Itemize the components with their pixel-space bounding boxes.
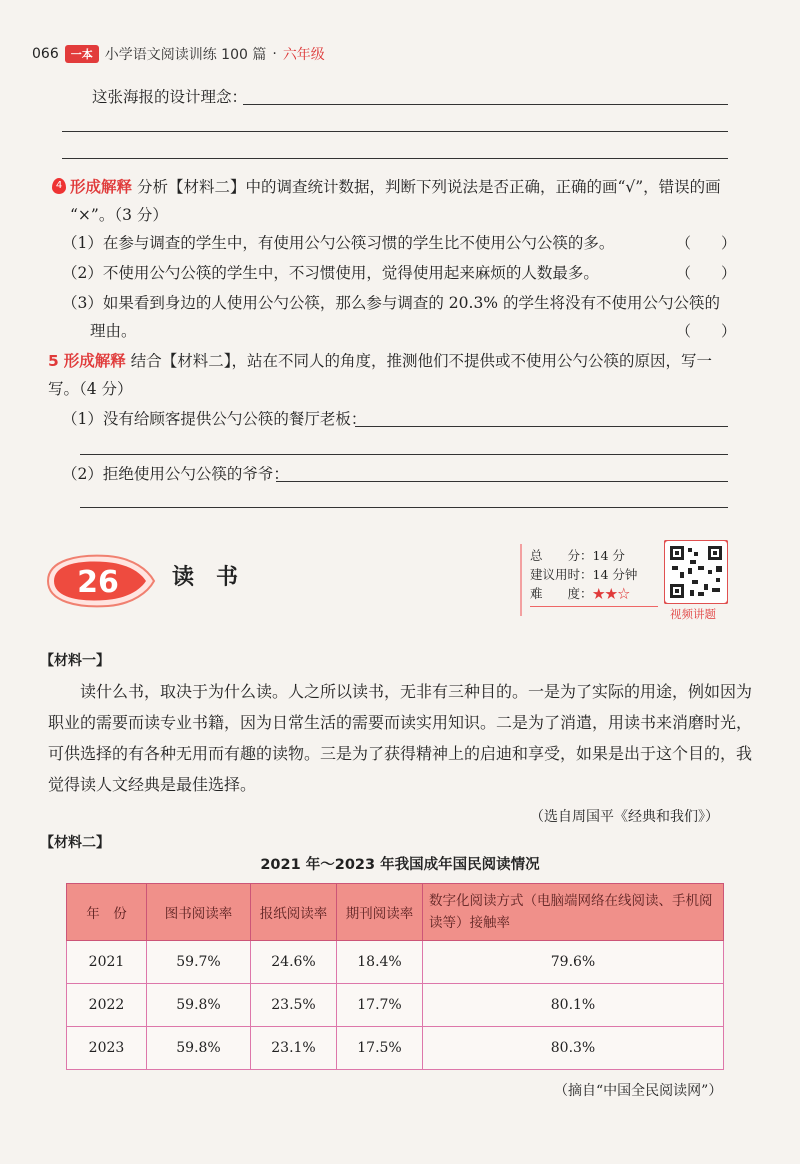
table-row <box>67 984 724 1027</box>
time-value: 14 分钟 <box>592 567 638 582</box>
table-row <box>67 941 724 984</box>
reading-rate-table <box>66 883 724 1070</box>
answer-line[interactable] <box>276 481 728 482</box>
question-5-label: 形成解释 <box>63 352 126 370</box>
answer-line[interactable] <box>80 507 728 508</box>
question-4-prompt <box>70 176 721 198</box>
time-label: 建议用时： <box>530 567 593 582</box>
table-header-row <box>67 884 724 941</box>
table-title: 2021 年～2023 年我国成年国民阅读情况 <box>260 857 540 873</box>
cell-year: 2022 <box>67 984 147 1027</box>
q4-item-3: （3）如果看到身边的人使用公勺公筷，那么参与调查的 20.3% 的学生将没有不使用公勺公筷的 <box>62 294 720 312</box>
material-1-tag: 【材料一】 <box>40 653 110 669</box>
q5-sub-2: （2）拒绝使用公勺公筷的爷爷： <box>62 465 289 483</box>
suggested-time <box>530 566 637 584</box>
difficulty-label: 难 度： <box>530 586 593 601</box>
question-5-number: 5 <box>48 352 59 370</box>
material-2-source: （摘自“中国全民阅读网”） <box>554 1083 723 1099</box>
question-4-prompt-line1: 分析【材料二】中的调查统计数据，判断下列说法是否正确，正确的画“√”，错误的画 <box>136 178 721 196</box>
total-label: 总 分： <box>530 548 593 563</box>
q4-item-2: （2）不使用公勺公筷的学生中，不习惯使用，觉得使用起来麻烦的人数最多。 <box>62 264 599 282</box>
q4-item-1: （1）在参与调查的学生中，有使用公勺公筷习惯的学生比不使用公勺公筷的多。 <box>62 234 615 252</box>
material-2-tag: 【材料二】 <box>40 835 110 851</box>
total-score <box>530 547 625 565</box>
q4-answer-box-1[interactable]: （ ） <box>676 234 737 252</box>
cell-digital: 80.1% <box>423 984 724 1027</box>
cell-periodical: 18.4% <box>337 941 423 984</box>
q5-sub-1: （1）没有给顾客提供公勺公筷的餐厅老板： <box>62 410 367 428</box>
header-digital-rate: 数字化阅读方式（电脑端网络在线阅读、手机阅读等）接触率 <box>423 884 724 941</box>
answer-line[interactable] <box>62 158 728 159</box>
total-value: 14 分 <box>592 548 625 563</box>
cell-periodical: 17.7% <box>337 984 423 1027</box>
lesson-title: 读 书 <box>172 565 239 590</box>
material-1-paragraph: 读什么书，取决于为什么读。人之所以读书，无非有三种目的。一是为了实际的用途，例如因为职业的需要而读专业书籍，因为日常生活的需要而读实用知识。二是为了消遣，用读书来消磨时光，可供选择的有各种无用而有趣的读物。三是为了获得精神上的启迪和享受，如果是出于这个目的，我觉得读人文经典是最佳选择。 <box>48 682 753 794</box>
header-year: 年 份 <box>67 884 147 941</box>
question-5-prompt-line1: 结合【材料二】，站在不同人的角度，推测他们不提供或不使用公勺公筷的原因，写一 <box>130 352 712 370</box>
header-book-rate: 图书阅读率 <box>147 884 251 941</box>
answer-line[interactable] <box>80 454 728 455</box>
arrow-line <box>530 606 658 607</box>
difficulty-stars: ★★☆ <box>592 586 631 601</box>
difficulty <box>530 585 630 603</box>
lesson-number-badge <box>38 550 158 612</box>
cell-newspaper: 24.6% <box>251 941 337 984</box>
cell-year: 2021 <box>67 941 147 984</box>
cell-digital: 80.3% <box>423 1027 724 1070</box>
qr-code-icon[interactable] <box>664 540 728 604</box>
book-title: 小学语文阅读训练 100 篇 <box>104 47 267 63</box>
header-newspaper-rate: 报纸阅读率 <box>251 884 337 941</box>
answer-line[interactable] <box>243 104 728 105</box>
q4-item-3-cont: 理由。 <box>90 322 137 340</box>
lesson-number: 26 <box>77 565 119 600</box>
cell-book: 59.7% <box>147 941 251 984</box>
q4-answer-box-2[interactable]: （ ） <box>676 264 737 282</box>
page-header <box>32 44 325 64</box>
brand-logo: 一本 <box>65 45 99 63</box>
question-4-prompt-line2: “×”。（3 分） <box>70 206 168 224</box>
poster-prompt: 这张海报的设计理念： <box>92 88 248 106</box>
cell-book: 59.8% <box>147 984 251 1027</box>
title-dot: · <box>272 46 277 62</box>
grade-label: 六年级 <box>282 47 325 63</box>
answer-line[interactable] <box>62 131 728 132</box>
page-number: 066 <box>32 46 59 62</box>
table-row <box>67 1027 724 1070</box>
q4-answer-box-3[interactable]: （ ） <box>676 322 737 340</box>
cell-book: 59.8% <box>147 1027 251 1070</box>
answer-line[interactable] <box>355 426 728 427</box>
cell-year: 2023 <box>67 1027 147 1070</box>
question-4-label: 形成解释 <box>70 178 133 196</box>
header-periodical-rate: 期刊阅读率 <box>337 884 423 941</box>
cell-newspaper: 23.1% <box>251 1027 337 1070</box>
cell-newspaper: 23.5% <box>251 984 337 1027</box>
question-5-prompt-line2: 写。（4 分） <box>48 380 133 398</box>
cell-periodical: 17.5% <box>337 1027 423 1070</box>
question-4-icon: 4 <box>52 178 66 194</box>
cell-digital: 79.6% <box>423 941 724 984</box>
video-explanation-link[interactable]: 视频讲题 <box>670 607 716 621</box>
question-5-prompt <box>48 350 712 372</box>
material-1-source: （选自周国平《经典和我们》） <box>530 809 719 825</box>
